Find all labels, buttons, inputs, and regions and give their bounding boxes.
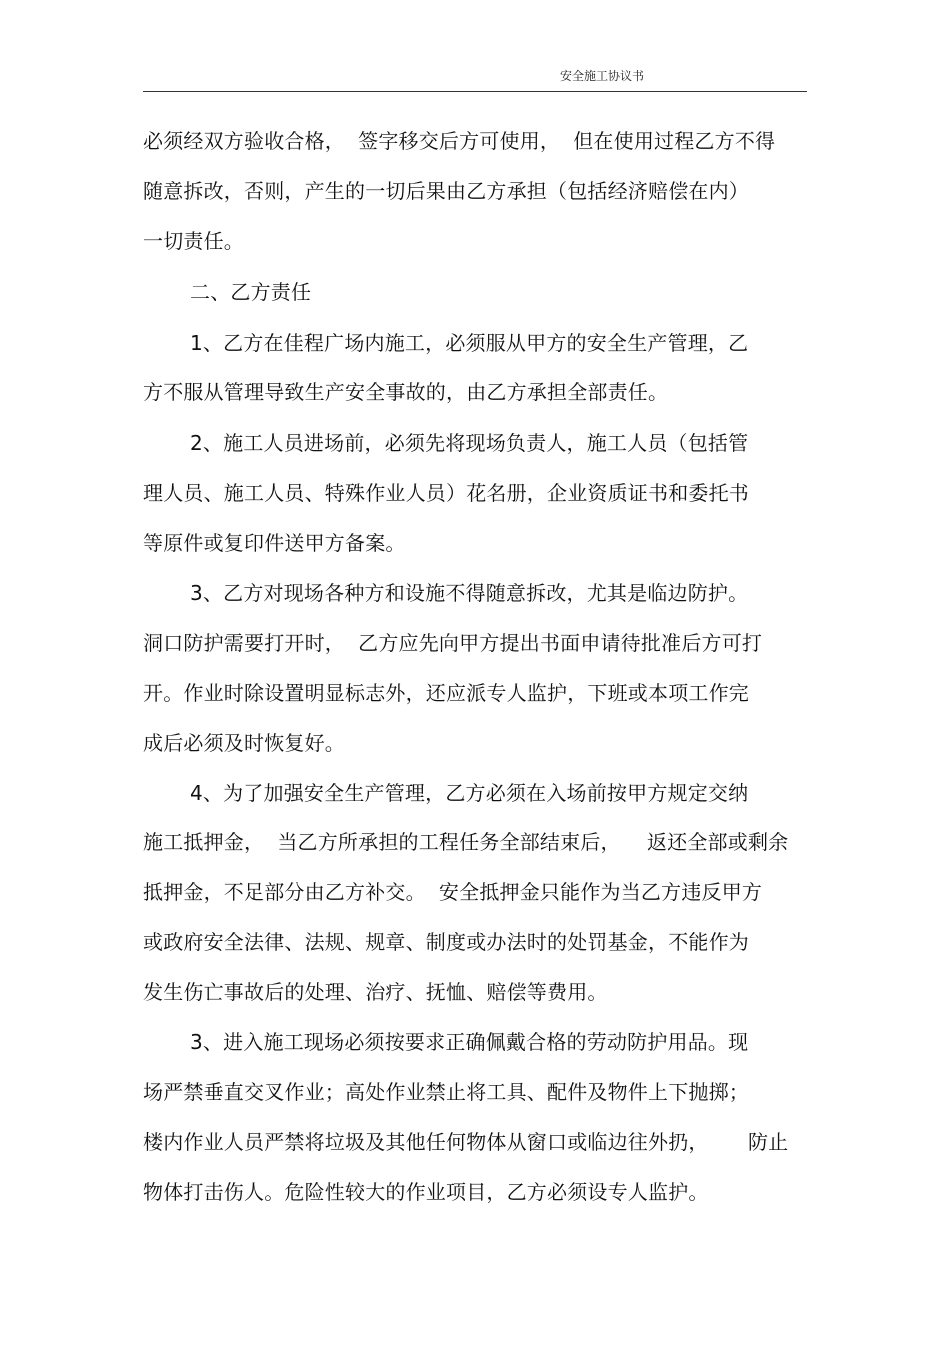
text-line: 必须经双方验收合格， 签字移交后方可使用， 但在使用过程乙方不得 [143,129,776,153]
text-line: 方不服从管理导致生产安全事故的，由乙方承担全部责任。 [143,380,669,404]
text-line: 楼内作业人员严禁将垃圾及其他任何物体从窗口或临边往外扔， 防止 [143,1130,789,1154]
text-line: 3、进入施工现场必须按要求正确佩戴合格的劳动防护用品。现 [190,1030,749,1054]
text-line: 4、为了加强安全生产管理，乙方必须在入场前按甲方规定交纳 [190,781,749,805]
text-line: 理人员、施工人员、特殊作业人员）花名册，企业资质证书和委托书 [143,481,749,505]
text-line: 洞口防护需要打开时， 乙方应先向甲方提出书面申请待批准后方可打 [143,631,763,655]
text-line: 1、乙方在佳程广场内施工，必须服从甲方的安全生产管理，乙 [190,331,749,355]
header-title: 安全施工协议书 [560,69,645,83]
text-line: 3、乙方对现场各种方和设施不得随意拆改，尤其是临边防护。 [190,581,749,605]
text-line: 发生伤亡事故后的处理、治疗、抚恤、赔偿等费用。 [143,980,608,1004]
text-line: 施工抵押金， 当乙方所承担的工程任务全部结束后， 返还全部或剩余 [143,830,789,854]
section-heading: 二、乙方责任 [190,280,312,304]
text-line: 等原件或复印件送甲方备案。 [143,531,406,555]
header-divider [143,91,807,92]
text-line: 场严禁垂直交叉作业；高处作业禁止将工具、配件及物件上下抛掷； [143,1080,749,1104]
text-line: 随意拆改，否则，产生的一切后果由乙方承担（包括经济赔偿在内） [143,179,749,203]
text-line: 或政府安全法律、法规、规章、制度或办法时的处罚基金，不能作为 [143,930,749,954]
text-line: 抵押金，不足部分由乙方补交。 安全抵押金只能作为当乙方违反甲方 [143,880,763,904]
text-line: 物体打击伤人。危险性较大的作业项目，乙方必须设专人监护。 [143,1180,709,1204]
text-line: 成后必须及时恢复好。 [143,731,345,755]
text-line: 2、施工人员进场前，必须先将现场负责人，施工人员（包括管 [190,431,749,455]
text-line: 一切责任。 [143,229,244,253]
text-line: 开。作业时除设置明显标志外，还应派专人监护，下班或本项工作完 [143,681,749,705]
